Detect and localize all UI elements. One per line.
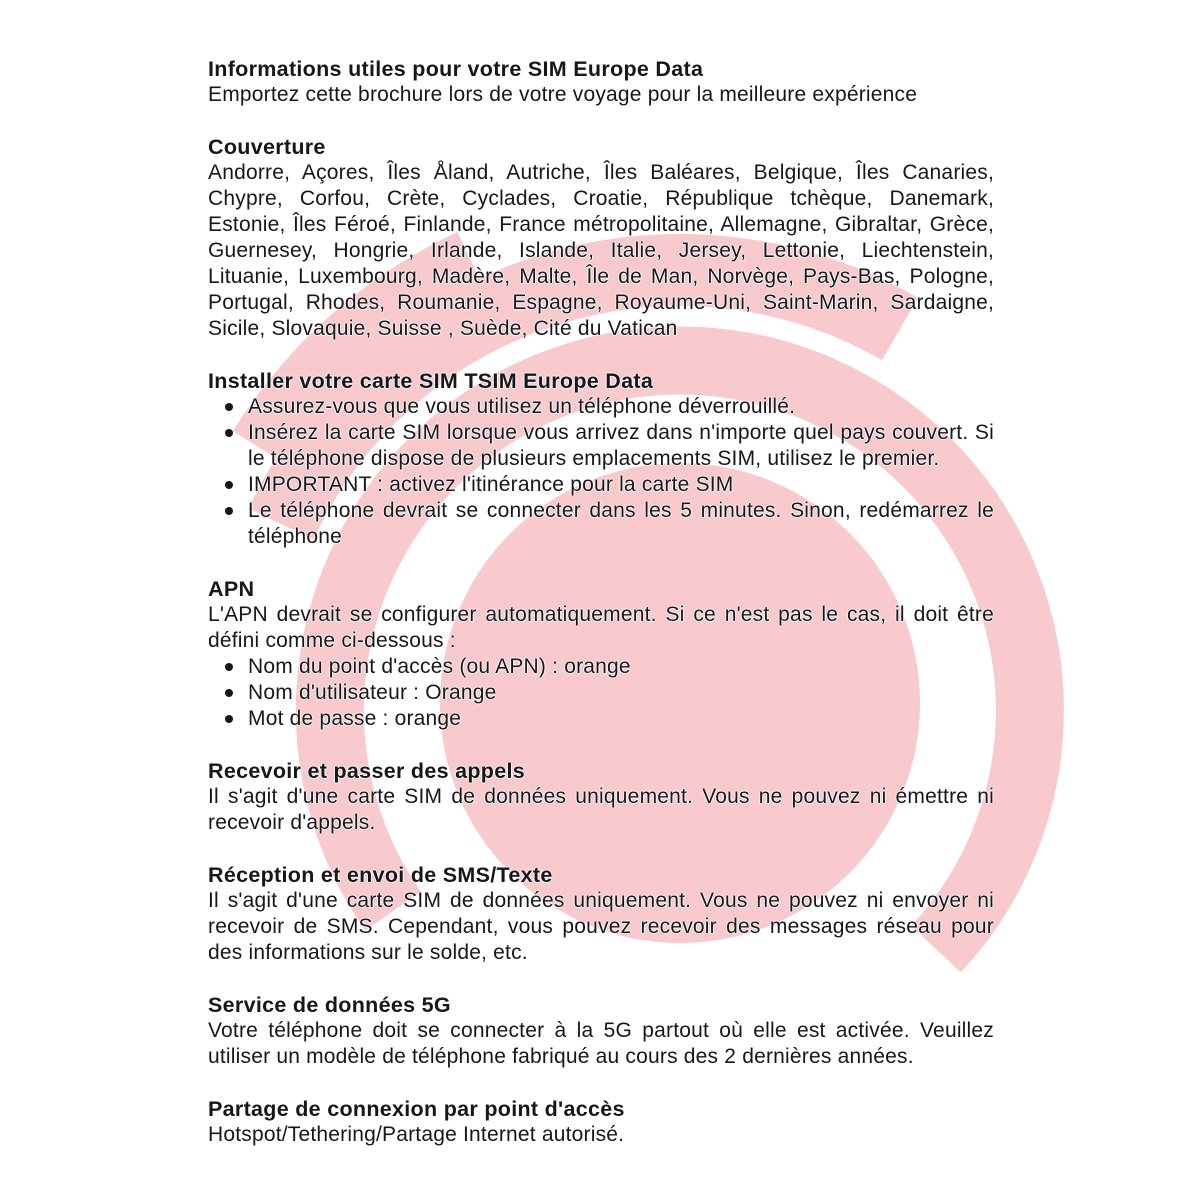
section-sms xyxy=(208,862,994,966)
section-body: Votre téléphone doit se connecter à la 5G partout où elle est activée. Veuillez utiliser un modèle de téléphone fabriqué au cours des 2 dernières années. xyxy=(208,1019,994,1068)
section-heading: Recevoir et passer des appels xyxy=(208,759,526,783)
list-item: Nom du point d'accès (ou APN) : orange xyxy=(248,654,994,680)
section-body: Hotspot/Tethering/Partage Internet autorisé. xyxy=(208,1123,625,1146)
section-5g xyxy=(208,992,994,1070)
section-calls xyxy=(208,758,994,836)
apn-settings-list xyxy=(208,654,994,732)
section-heading: Service de données 5G xyxy=(208,993,451,1017)
section-hotspot xyxy=(208,1096,994,1148)
installation-steps-list xyxy=(208,394,994,550)
list-item: IMPORTANT : activez l'itinérance pour la carte SIM xyxy=(248,472,994,498)
section-body: L'APN devrait se configurer automatiquement. Si ce n'est pas le cas, il doit être défini comme ci-dessous : xyxy=(208,603,994,652)
page-title: Informations utiles pour votre SIM Europe Data xyxy=(208,57,704,81)
section-heading: APN xyxy=(208,577,255,601)
section-body: Il s'agit d'une carte SIM de données uniquement. Vous ne pouvez ni envoyer ni recevoir de SMS. Cependant, vous pouvez recevoir des messages réseau pour des informations sur le solde, etc. xyxy=(208,889,994,964)
section-apn xyxy=(208,576,994,732)
section-couverture xyxy=(208,134,994,342)
section-heading: Couverture xyxy=(208,135,326,159)
page-subtitle: Emportez cette brochure lors de votre voyage pour la meilleure expérience xyxy=(208,83,918,106)
list-item: Assurez-vous que vous utilisez un téléphone déverrouillé. xyxy=(248,394,994,420)
list-item: Mot de passe : orange xyxy=(248,706,994,732)
section-installation xyxy=(208,368,994,550)
coverage-country-list: Andorre, Açores, Îles Åland, Autriche, Îles Baléares, Belgique, Îles Canaries, Chypre, Corfou, Crète, Cyclades, Croatie, République tchèque, Danemark, Estonie, Îles Féroé, Finlande, France métropolitaine, Allemagne, Gibraltar, Grèce, Guernesey, Hongrie, Irlande, Islande, Italie, Jersey, Lettonie, Liechtenstein, Lituanie, Luxembourg, Madère, Malte, Île de Man, Norvège, Pays-Bas, Pologne, Portugal, Rhodes, Roumanie, Espagne, Royaume-Uni, Saint-Marin, Sardaigne, Sicile, Slovaquie, Suisse , Suède, Cité du Vatican xyxy=(208,161,994,340)
section-body: Il s'agit d'une carte SIM de données uniquement. Vous ne pouvez ni émettre ni recevoir d'appels. xyxy=(208,785,994,834)
brochure-page xyxy=(208,56,994,1148)
list-item: Nom d'utilisateur : Orange xyxy=(248,680,994,706)
list-item: Le téléphone devrait se connecter dans les 5 minutes. Sinon, redémarrez le téléphone xyxy=(248,499,994,548)
list-item: Insérez la carte SIM lorsque vous arrivez dans n'importe quel pays couvert. Si le téléphone dispose de plusieurs emplacements SIM, utilisez le premier. xyxy=(248,421,994,470)
section-heading: Réception et envoi de SMS/Texte xyxy=(208,863,553,887)
section-heading: Installer votre carte SIM TSIM Europe Data xyxy=(208,369,654,393)
section-heading: Partage de connexion par point d'accès xyxy=(208,1097,625,1121)
